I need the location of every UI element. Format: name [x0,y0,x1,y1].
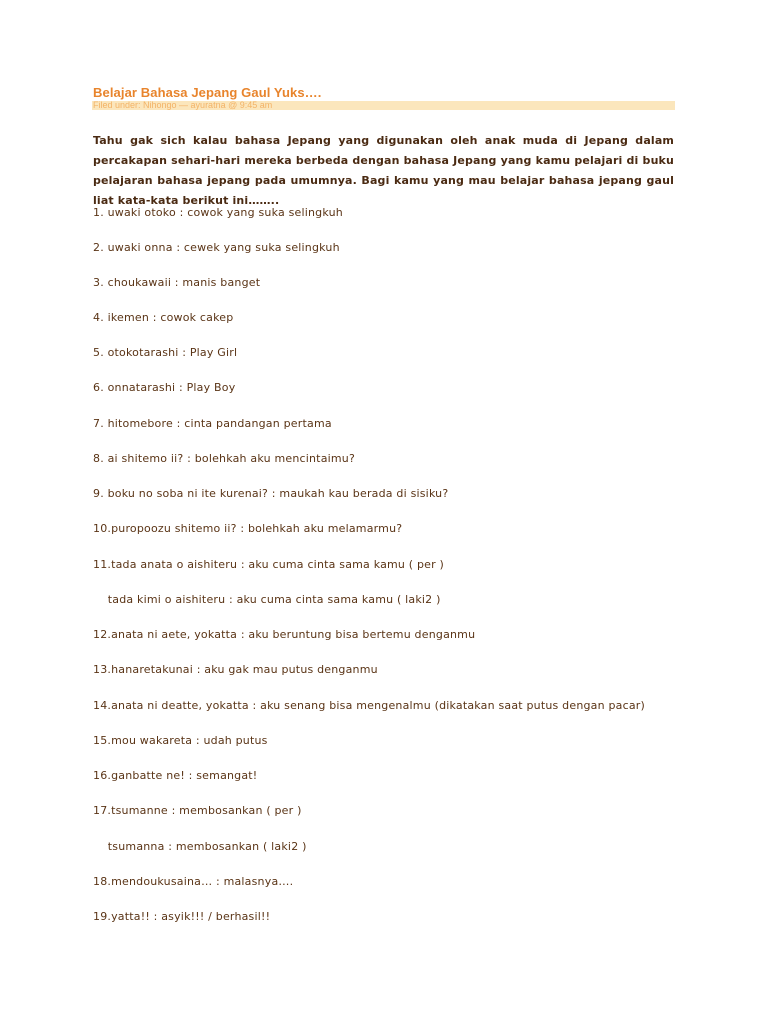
list-item: 16.ganbatte ne! : semangat! [93,769,258,782]
list-item: tada kimi o aishiteru : aku cuma cinta sama kamu ( laki2 ) [93,593,441,606]
list-item: 7. hitomebore : cinta pandangan pertama [93,417,332,430]
list-item: 17.tsumanne : membosankan ( per ) [93,804,302,817]
list-item: 14.anata ni deatte, yokatta : aku senang bisa mengenalmu (dikatakan saat putus dengan pacar) [93,699,646,712]
list-item: 2. uwaki onna : cewek yang suka selingkuh [93,241,340,254]
post-meta: Filed under: Nihongo — ayuratna @ 9:45 am [93,100,273,110]
list-item: 11.tada anata o aishiteru : aku cuma cinta sama kamu ( per ) [93,558,445,571]
list-item: 18.mendoukusaina… : malasnya…. [93,875,294,888]
list-item: tsumanna : membosankan ( laki2 ) [93,840,307,853]
list-item: 19.yatta!! : asyik!!! / berhasil!! [93,910,271,923]
list-item: 1. uwaki otoko : cowok yang suka selingkuh [93,206,343,219]
list-item: 5. otokotarashi : Play Girl [93,346,238,359]
list-item: 15.mou wakareta : udah putus [93,734,268,747]
list-item: 12.anata ni aete, yokatta : aku beruntung bisa bertemu denganmu [93,628,476,641]
list-item: 6. onnatarashi : Play Boy [93,381,236,394]
list-item: 8. ai shitemo ii? : bolehkah aku mencintaimu? [93,452,356,465]
list-item: 9. boku no soba ni ite kurenai? : maukah kau berada di sisiku? [93,487,449,500]
post-title[interactable]: Belajar Bahasa Jepang Gaul Yuks…. [93,85,322,100]
list-item: 13.hanaretakunai : aku gak mau putus denganmu [93,663,378,676]
list-item: 10.puropoozu shitemo ii? : bolehkah aku melamarmu? [93,522,403,535]
list-item: 3. choukawaii : manis banget [93,276,261,289]
list-item: 4. ikemen : cowok cakep [93,311,234,324]
post-intro: Tahu gak sich kalau bahasa Jepang yang digunakan oleh anak muda di Jepang dalam percakapan sehari-hari mereka berbeda dengan bahasa Jepang yang kamu pelajari di buku pelajaran bahasa jepang pada umumnya. Bagi kamu yang mau belajar bahasa jepang gaul liat kata-kata berikut ini…….. [93,134,674,207]
